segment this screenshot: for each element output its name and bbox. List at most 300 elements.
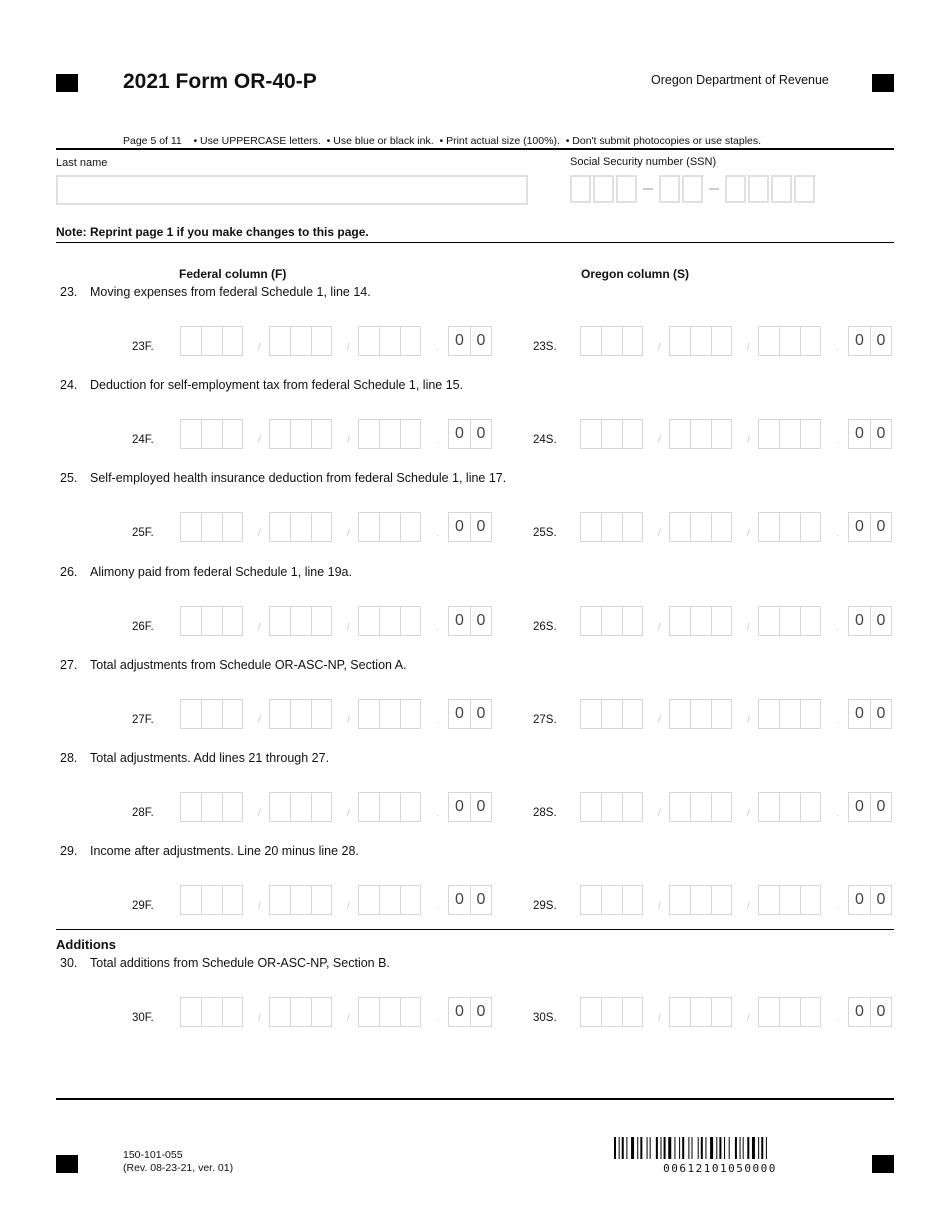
digit-group bbox=[180, 419, 243, 451]
cents-digit[interactable]: 0 bbox=[470, 997, 492, 1027]
digit-box[interactable] bbox=[669, 606, 690, 636]
digit-box[interactable] bbox=[400, 699, 421, 729]
digit-box[interactable] bbox=[222, 326, 243, 356]
digit-box[interactable] bbox=[622, 512, 643, 542]
cents-digit[interactable]: 0 bbox=[870, 326, 892, 356]
digit-box[interactable] bbox=[311, 792, 332, 822]
oregon-amount-input[interactable] bbox=[580, 419, 898, 451]
cents-digit[interactable]: 0 bbox=[448, 326, 470, 356]
digit-box[interactable] bbox=[201, 885, 222, 915]
digit-box[interactable] bbox=[358, 885, 379, 915]
barcode-bar bbox=[740, 1137, 741, 1159]
digit-box[interactable] bbox=[400, 792, 421, 822]
digit-box[interactable] bbox=[201, 419, 222, 449]
digit-box[interactable] bbox=[222, 419, 243, 449]
thousands-separator: / bbox=[658, 342, 661, 353]
digit-box[interactable] bbox=[669, 997, 690, 1027]
line-text: Income after adjustments. Line 20 minus line 28. bbox=[90, 844, 359, 858]
digit-box[interactable] bbox=[201, 326, 222, 356]
form-number: 150-101-055 bbox=[123, 1149, 183, 1161]
cents-digit[interactable]: 0 bbox=[870, 606, 892, 636]
digit-box[interactable] bbox=[379, 419, 400, 449]
ssn-digit[interactable] bbox=[593, 175, 614, 203]
thousands-separator: / bbox=[658, 715, 661, 726]
digit-box[interactable] bbox=[690, 419, 711, 449]
cents-digit[interactable]: 0 bbox=[470, 699, 492, 729]
decimal-separator: . bbox=[836, 342, 839, 353]
digit-box[interactable] bbox=[379, 699, 400, 729]
digit-box[interactable] bbox=[400, 885, 421, 915]
decimal-separator: . bbox=[436, 435, 439, 446]
digit-box[interactable] bbox=[290, 512, 311, 542]
digit-box[interactable] bbox=[622, 326, 643, 356]
oregon-column-heading: Oregon column (S) bbox=[581, 267, 689, 281]
digit-box[interactable] bbox=[580, 997, 601, 1027]
thousands-separator: / bbox=[658, 1013, 661, 1024]
cents-digit[interactable]: 0 bbox=[448, 997, 470, 1027]
digit-group bbox=[758, 512, 821, 544]
ssn-dash bbox=[643, 188, 653, 190]
cents-group bbox=[448, 997, 492, 1029]
digit-box[interactable] bbox=[358, 699, 379, 729]
digit-box[interactable] bbox=[358, 997, 379, 1027]
digit-box[interactable] bbox=[222, 512, 243, 542]
digit-group bbox=[358, 792, 421, 824]
digit-group bbox=[580, 997, 643, 1029]
digit-box[interactable] bbox=[269, 419, 290, 449]
digit-box[interactable] bbox=[580, 326, 601, 356]
decimal-separator: . bbox=[436, 715, 439, 726]
page-instructions bbox=[123, 135, 761, 147]
digit-box[interactable] bbox=[669, 512, 690, 542]
digit-box[interactable] bbox=[800, 606, 821, 636]
line-text: Total adjustments from Schedule OR-ASC-NP, Section A. bbox=[90, 658, 407, 672]
cents-digit[interactable]: 0 bbox=[848, 326, 870, 356]
digit-box[interactable] bbox=[290, 997, 311, 1027]
digit-box[interactable] bbox=[400, 997, 421, 1027]
digit-group bbox=[269, 326, 332, 358]
cents-digit[interactable]: 0 bbox=[848, 997, 870, 1027]
oregon-amount-input[interactable] bbox=[580, 792, 898, 824]
digit-box[interactable] bbox=[711, 792, 732, 822]
federal-field-label: 28F. bbox=[132, 807, 154, 819]
digit-box[interactable] bbox=[180, 326, 201, 356]
digit-group bbox=[180, 885, 243, 917]
oregon-field-label: 30S. bbox=[533, 1012, 557, 1024]
thousands-separator: / bbox=[258, 808, 261, 819]
line-text: Self-employed health insurance deduction from federal Schedule 1, line 17. bbox=[90, 471, 507, 485]
digit-box[interactable] bbox=[601, 512, 622, 542]
federal-field-label: 26F. bbox=[132, 621, 154, 633]
thousands-separator: / bbox=[747, 622, 750, 633]
cents-digit[interactable]: 0 bbox=[848, 699, 870, 729]
digit-group bbox=[180, 699, 243, 731]
digit-box[interactable] bbox=[201, 792, 222, 822]
digit-box[interactable] bbox=[622, 885, 643, 915]
line-number: 25. bbox=[60, 471, 78, 485]
digit-box[interactable] bbox=[758, 699, 779, 729]
digit-box[interactable] bbox=[379, 997, 400, 1027]
digit-box[interactable] bbox=[690, 792, 711, 822]
federal-amount-input[interactable] bbox=[180, 699, 498, 731]
digit-group bbox=[669, 419, 732, 451]
form-footer bbox=[123, 1149, 233, 1175]
digit-box[interactable] bbox=[622, 606, 643, 636]
last-name-input[interactable] bbox=[56, 175, 528, 205]
ssn-digit[interactable] bbox=[771, 175, 792, 203]
digit-box[interactable] bbox=[711, 997, 732, 1027]
digit-box[interactable] bbox=[400, 326, 421, 356]
federal-amount-input[interactable] bbox=[180, 606, 498, 638]
cents-digit[interactable]: 0 bbox=[870, 512, 892, 542]
federal-amount-input[interactable] bbox=[180, 326, 498, 358]
cents-digit[interactable]: 0 bbox=[470, 792, 492, 822]
digit-box[interactable] bbox=[711, 885, 732, 915]
cents-digit[interactable]: 0 bbox=[470, 606, 492, 636]
cents-group bbox=[448, 326, 492, 358]
digit-box[interactable] bbox=[669, 885, 690, 915]
digit-group bbox=[358, 885, 421, 917]
cents-digit[interactable]: 0 bbox=[848, 419, 870, 449]
line-29-description bbox=[60, 844, 359, 858]
cents-digit[interactable]: 0 bbox=[870, 699, 892, 729]
digit-box[interactable] bbox=[800, 419, 821, 449]
digit-box[interactable] bbox=[580, 606, 601, 636]
digit-box[interactable] bbox=[311, 326, 332, 356]
cents-digit[interactable]: 0 bbox=[470, 512, 492, 542]
federal-amount-input[interactable] bbox=[180, 419, 498, 451]
digit-box[interactable] bbox=[711, 606, 732, 636]
digit-box[interactable] bbox=[290, 419, 311, 449]
cents-group bbox=[448, 885, 492, 917]
barcode-bar bbox=[688, 1137, 689, 1159]
digit-box[interactable] bbox=[311, 512, 332, 542]
digit-box[interactable] bbox=[800, 326, 821, 356]
digit-box[interactable] bbox=[201, 997, 222, 1027]
digit-box[interactable] bbox=[711, 699, 732, 729]
cents-digit[interactable]: 0 bbox=[848, 792, 870, 822]
digit-box[interactable] bbox=[800, 512, 821, 542]
digit-box[interactable] bbox=[400, 419, 421, 449]
digit-box[interactable] bbox=[669, 419, 690, 449]
instructions-text: • Use UPPERCASE letters. • Use blue or black ink. • Print actual size (100%). • Don't submit photocopies or use staples. bbox=[193, 135, 762, 147]
barcode-bar bbox=[766, 1137, 767, 1159]
digit-box[interactable] bbox=[379, 792, 400, 822]
thousands-separator: / bbox=[747, 342, 750, 353]
digit-box[interactable] bbox=[622, 997, 643, 1027]
digit-box[interactable] bbox=[800, 997, 821, 1027]
ssn-digit[interactable] bbox=[794, 175, 815, 203]
digit-box[interactable] bbox=[290, 792, 311, 822]
oregon-amount-input[interactable] bbox=[580, 885, 898, 917]
digit-box[interactable] bbox=[358, 512, 379, 542]
digit-group bbox=[758, 997, 821, 1029]
digit-box[interactable] bbox=[269, 997, 290, 1027]
digit-box[interactable] bbox=[222, 885, 243, 915]
digit-box[interactable] bbox=[580, 512, 601, 542]
digit-box[interactable] bbox=[222, 997, 243, 1027]
registration-mark-top-left bbox=[56, 74, 78, 92]
digit-box[interactable] bbox=[758, 512, 779, 542]
digit-box[interactable] bbox=[690, 606, 711, 636]
digit-box[interactable] bbox=[779, 997, 800, 1027]
digit-box[interactable] bbox=[180, 885, 201, 915]
barcode-bar bbox=[761, 1137, 763, 1159]
digit-box[interactable] bbox=[800, 885, 821, 915]
digit-box[interactable] bbox=[580, 885, 601, 915]
thousands-separator: / bbox=[258, 715, 261, 726]
cents-digit[interactable]: 0 bbox=[870, 885, 892, 915]
digit-box[interactable] bbox=[758, 997, 779, 1027]
digit-box[interactable] bbox=[779, 792, 800, 822]
barcode-bar bbox=[710, 1137, 713, 1159]
oregon-field-label: 29S. bbox=[533, 900, 557, 912]
barcode-bar bbox=[661, 1137, 662, 1159]
digit-group bbox=[180, 512, 243, 544]
digit-box[interactable] bbox=[779, 699, 800, 729]
digit-box[interactable] bbox=[800, 792, 821, 822]
digit-box[interactable] bbox=[201, 699, 222, 729]
digit-group bbox=[358, 512, 421, 544]
digit-box[interactable] bbox=[180, 699, 201, 729]
cents-digit[interactable]: 0 bbox=[470, 885, 492, 915]
decimal-separator: . bbox=[836, 528, 839, 539]
digit-box[interactable] bbox=[269, 606, 290, 636]
digit-group bbox=[358, 699, 421, 731]
digit-box[interactable] bbox=[779, 326, 800, 356]
digit-box[interactable] bbox=[269, 326, 290, 356]
digit-box[interactable] bbox=[690, 512, 711, 542]
digit-group bbox=[358, 326, 421, 358]
digit-box[interactable] bbox=[580, 419, 601, 449]
federal-amount-input[interactable] bbox=[180, 512, 498, 544]
ssn-digit[interactable] bbox=[748, 175, 769, 203]
oregon-amount-input[interactable] bbox=[580, 606, 898, 638]
digit-group bbox=[180, 792, 243, 824]
digit-box[interactable] bbox=[711, 419, 732, 449]
digit-box[interactable] bbox=[180, 419, 201, 449]
cents-digit[interactable]: 0 bbox=[848, 512, 870, 542]
thousands-separator: / bbox=[347, 435, 350, 446]
federal-amount-input[interactable] bbox=[180, 792, 498, 824]
barcode-bar bbox=[692, 1137, 693, 1159]
digit-group bbox=[669, 326, 732, 358]
digit-box[interactable] bbox=[180, 997, 201, 1027]
cents-digit[interactable]: 0 bbox=[870, 792, 892, 822]
cents-digit[interactable]: 0 bbox=[870, 419, 892, 449]
digit-box[interactable] bbox=[269, 699, 290, 729]
digit-box[interactable] bbox=[758, 792, 779, 822]
cents-digit[interactable]: 0 bbox=[448, 606, 470, 636]
digit-box[interactable] bbox=[379, 885, 400, 915]
digit-box[interactable] bbox=[601, 606, 622, 636]
digit-box[interactable] bbox=[358, 326, 379, 356]
additions-rule bbox=[56, 929, 894, 930]
digit-box[interactable] bbox=[580, 699, 601, 729]
digit-box[interactable] bbox=[758, 326, 779, 356]
oregon-amount-input[interactable] bbox=[580, 699, 898, 731]
digit-box[interactable] bbox=[201, 512, 222, 542]
cents-digit[interactable]: 0 bbox=[448, 699, 470, 729]
digit-box[interactable] bbox=[669, 792, 690, 822]
thousands-separator: / bbox=[747, 901, 750, 912]
cents-group bbox=[448, 419, 492, 451]
digit-box[interactable] bbox=[690, 885, 711, 915]
cents-digit[interactable]: 0 bbox=[448, 419, 470, 449]
digit-box[interactable] bbox=[622, 699, 643, 729]
decimal-separator: . bbox=[836, 435, 839, 446]
digit-box[interactable] bbox=[758, 885, 779, 915]
line-number: 30. bbox=[60, 956, 78, 970]
digit-box[interactable] bbox=[269, 885, 290, 915]
barcode-bar bbox=[752, 1137, 755, 1159]
digit-box[interactable] bbox=[400, 606, 421, 636]
digit-box[interactable] bbox=[290, 606, 311, 636]
digit-box[interactable] bbox=[601, 885, 622, 915]
federal-amount-input[interactable] bbox=[180, 885, 498, 917]
digit-group bbox=[669, 606, 732, 638]
digit-box[interactable] bbox=[601, 997, 622, 1027]
digit-box[interactable] bbox=[622, 792, 643, 822]
digit-box[interactable] bbox=[758, 606, 779, 636]
cents-digit[interactable]: 0 bbox=[848, 606, 870, 636]
ssn-label: Social Security number (SSN) bbox=[570, 156, 717, 168]
barcode-bar bbox=[698, 1137, 699, 1159]
digit-box[interactable] bbox=[601, 699, 622, 729]
cents-digit[interactable]: 0 bbox=[448, 885, 470, 915]
ssn-digit[interactable] bbox=[682, 175, 703, 203]
digit-box[interactable] bbox=[290, 885, 311, 915]
digit-box[interactable] bbox=[779, 606, 800, 636]
oregon-amount-input[interactable] bbox=[580, 997, 898, 1029]
digit-box[interactable] bbox=[290, 699, 311, 729]
oregon-field-label: 24S. bbox=[533, 434, 557, 446]
cents-digit[interactable]: 0 bbox=[448, 792, 470, 822]
digit-box[interactable] bbox=[269, 792, 290, 822]
digit-group bbox=[358, 606, 421, 638]
cents-digit[interactable]: 0 bbox=[848, 885, 870, 915]
digit-box[interactable] bbox=[601, 326, 622, 356]
digit-box[interactable] bbox=[400, 512, 421, 542]
digit-group bbox=[580, 885, 643, 917]
digit-box[interactable] bbox=[180, 606, 201, 636]
barcode-bar bbox=[622, 1137, 624, 1159]
decimal-separator: . bbox=[836, 622, 839, 633]
thousands-separator: / bbox=[347, 1013, 350, 1024]
digit-group bbox=[180, 606, 243, 638]
cents-digit[interactable]: 0 bbox=[448, 512, 470, 542]
ssn-digit[interactable] bbox=[616, 175, 637, 203]
digit-box[interactable] bbox=[800, 699, 821, 729]
barcode-number: 00612101050000 bbox=[663, 1162, 777, 1175]
oregon-field-label: 25S. bbox=[533, 527, 557, 539]
digit-box[interactable] bbox=[779, 419, 800, 449]
digit-box[interactable] bbox=[779, 512, 800, 542]
cents-digit[interactable]: 0 bbox=[470, 326, 492, 356]
digit-box[interactable] bbox=[580, 792, 601, 822]
barcode-bar bbox=[656, 1137, 658, 1159]
registration-mark-top-right bbox=[872, 74, 894, 92]
digit-box[interactable] bbox=[669, 699, 690, 729]
digit-box[interactable] bbox=[669, 326, 690, 356]
barcode-bar bbox=[674, 1137, 675, 1159]
digit-box[interactable] bbox=[201, 606, 222, 636]
digit-box[interactable] bbox=[690, 326, 711, 356]
digit-box[interactable] bbox=[290, 326, 311, 356]
oregon-amount-input[interactable] bbox=[580, 512, 898, 544]
oregon-amount-input[interactable] bbox=[580, 326, 898, 358]
line-number: 26. bbox=[60, 565, 78, 579]
digit-box[interactable] bbox=[311, 885, 332, 915]
thousands-separator: / bbox=[347, 528, 350, 539]
thousands-separator: / bbox=[258, 435, 261, 446]
cents-digit[interactable]: 0 bbox=[870, 997, 892, 1027]
barcode bbox=[614, 1137, 826, 1159]
digit-box[interactable] bbox=[601, 419, 622, 449]
barcode-bar bbox=[626, 1137, 627, 1159]
barcode-bar bbox=[729, 1137, 730, 1159]
digit-box[interactable] bbox=[269, 512, 290, 542]
ssn-digit[interactable] bbox=[659, 175, 680, 203]
federal-amount-input[interactable] bbox=[180, 997, 498, 1029]
digit-box[interactable] bbox=[311, 419, 332, 449]
digit-box[interactable] bbox=[379, 606, 400, 636]
ssn-digit[interactable] bbox=[570, 175, 591, 203]
registration-mark-bottom-left bbox=[56, 1155, 78, 1173]
digit-box[interactable] bbox=[358, 792, 379, 822]
cents-group bbox=[448, 699, 492, 731]
digit-box[interactable] bbox=[758, 419, 779, 449]
digit-box[interactable] bbox=[222, 699, 243, 729]
additions-heading: Additions bbox=[56, 937, 116, 952]
barcode-bar bbox=[719, 1137, 721, 1159]
digit-group bbox=[358, 997, 421, 1029]
digit-box[interactable] bbox=[622, 419, 643, 449]
thousands-separator: / bbox=[258, 901, 261, 912]
digit-box[interactable] bbox=[180, 512, 201, 542]
digit-box[interactable] bbox=[311, 997, 332, 1027]
digit-box[interactable] bbox=[711, 512, 732, 542]
digit-box[interactable] bbox=[311, 699, 332, 729]
ssn-input[interactable] bbox=[570, 175, 817, 203]
barcode-bar bbox=[758, 1137, 759, 1159]
ssn-digit[interactable] bbox=[725, 175, 746, 203]
digit-box[interactable] bbox=[222, 792, 243, 822]
digit-box[interactable] bbox=[379, 512, 400, 542]
digit-box[interactable] bbox=[222, 606, 243, 636]
digit-box[interactable] bbox=[379, 326, 400, 356]
digit-box[interactable] bbox=[779, 885, 800, 915]
digit-box[interactable] bbox=[311, 606, 332, 636]
digit-box[interactable] bbox=[601, 792, 622, 822]
barcode-bar bbox=[619, 1137, 620, 1159]
digit-group bbox=[269, 792, 332, 824]
cents-digit[interactable]: 0 bbox=[470, 419, 492, 449]
digit-box[interactable] bbox=[358, 606, 379, 636]
digit-group bbox=[669, 885, 732, 917]
line-number: 24. bbox=[60, 378, 78, 392]
digit-box[interactable] bbox=[690, 997, 711, 1027]
digit-box[interactable] bbox=[711, 326, 732, 356]
oregon-field-label: 28S. bbox=[533, 807, 557, 819]
page-label: Page 5 of 11 bbox=[123, 135, 182, 147]
digit-group bbox=[269, 606, 332, 638]
digit-box[interactable] bbox=[690, 699, 711, 729]
digit-box[interactable] bbox=[180, 792, 201, 822]
digit-box[interactable] bbox=[358, 419, 379, 449]
digit-group bbox=[669, 792, 732, 824]
thousands-separator: / bbox=[747, 808, 750, 819]
